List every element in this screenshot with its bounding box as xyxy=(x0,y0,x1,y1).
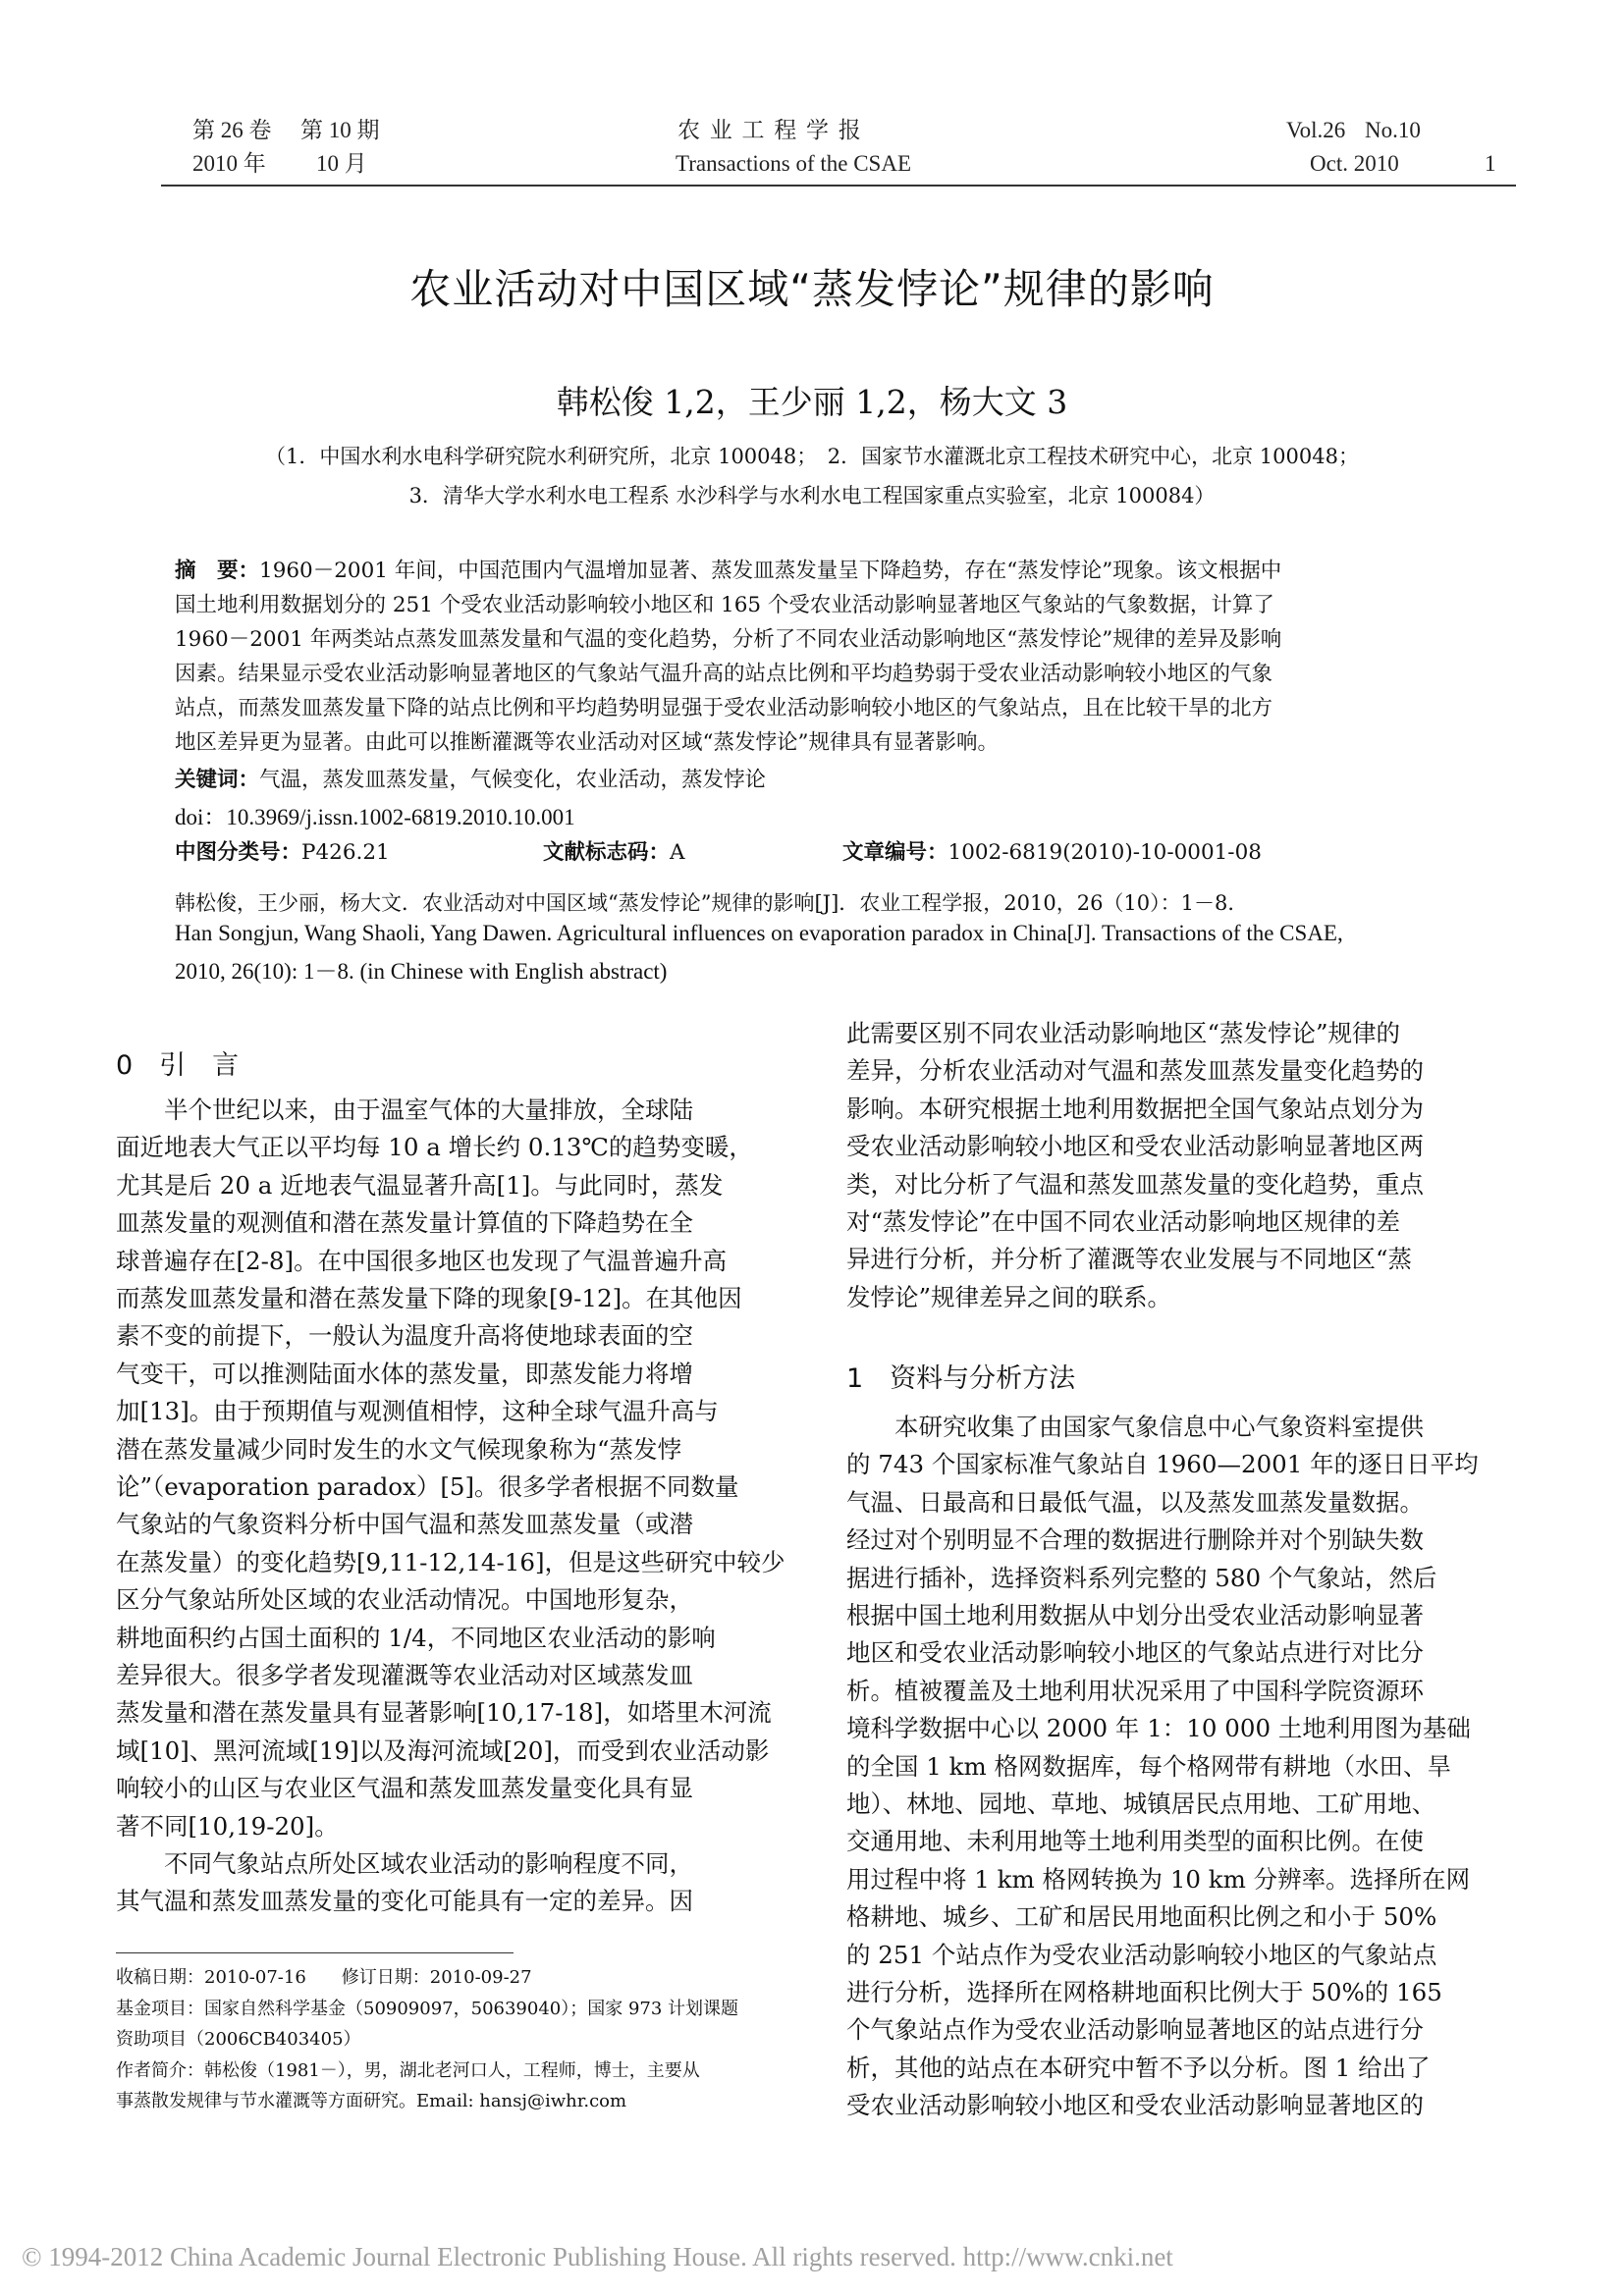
abstract-label: 摘 要： xyxy=(175,559,260,583)
header-year: 2010 年 xyxy=(192,151,266,176)
author-list: 韩松俊 1,2，王少丽 1,2，杨大文 3 xyxy=(556,383,1068,421)
text-line: 基金项目：国家自然科学基金（50909097，50639040）；国家 973 计划课题 xyxy=(116,1998,739,2019)
text-line: 个气象站点作为受农业活动影响显著地区的站点进行分 xyxy=(846,2015,1424,2045)
document-code-value: A xyxy=(670,840,685,865)
text-line: 本研究收集了由国家气象信息中心气象资料室提供 xyxy=(846,1413,1424,1441)
text-line: 不同气象站点所处区域农业活动的影响程度不同， xyxy=(116,1849,693,1878)
text-line: 响较小的山区与农业区气温和蒸发皿蒸发量变化具有显 xyxy=(116,1774,693,1803)
affiliation-line-1: （1．中国水利水电科学研究院水利研究所，北京 100048； 2．国家节水灌溉北京工程技术研究中心，北京 100048； xyxy=(265,445,1359,468)
text-line: 析。植被覆盖及土地利用状况采用了中国科学院资源环 xyxy=(846,1676,1424,1705)
text-line: 而蒸发皿蒸发量和潜在蒸发量下降的现象[9-12]。在其他因 xyxy=(116,1284,742,1312)
text-line: 地区和受农业活动影响较小地区的气象站点进行对比分 xyxy=(846,1638,1424,1668)
text-line: 受农业活动影响较小地区和受农业活动影响显著地区的 xyxy=(846,2091,1424,2120)
text-line: 气温、日最高和日最低气温，以及蒸发皿蒸发量数据。 xyxy=(846,1487,1424,1517)
header-date-en: Oct. 2010 xyxy=(1310,151,1399,176)
text-line: 气象站的气象资料分析中国气温和蒸发皿蒸发量（或潜 xyxy=(116,1510,693,1539)
header-vol-en: Vol.26 No.10 xyxy=(1286,118,1421,142)
text-line: 影响。本研究根据土地利用数据把全国气象站点划分为 xyxy=(846,1094,1424,1123)
abstract-line: 地区差异更为显著。由此可以推断灌溉等农业活动对区域“蒸发悖论”规律具有显著影响。 xyxy=(175,730,999,755)
text-line: 尤其是后 20 a 近地表气温显著升高[1]。与此同时，蒸发 xyxy=(116,1170,724,1200)
doi: doi：10.3969/j.issn.1002-6819.2010.10.001 xyxy=(175,805,575,829)
text-line: 的全国 1 km 格网数据库，每个格网带有耕地（水田、旱 xyxy=(846,1751,1452,1781)
text-line: 在蒸发量）的变化趋势[9,11-12,14-16]，但是这些研究中较少 xyxy=(116,1547,785,1576)
text-line: 资助项目（2006CB403405） xyxy=(116,2029,361,2050)
text-line: 潜在蒸发量减少同时发生的水文气候现象称为“蒸发悖 xyxy=(116,1434,682,1464)
text-line: 境科学数据中心以 2000 年 1：10 000 土地利用图为基础 xyxy=(846,1714,1471,1743)
text-line: 经过对个别明显不合理的数据进行删除并对个别缺失数 xyxy=(846,1525,1424,1555)
article-number xyxy=(842,835,1262,866)
section-heading-introduction: 0 引 言 xyxy=(116,1050,240,1081)
text-line: 差异很大。很多学者发现灌溉等农业活动对区域蒸发皿 xyxy=(116,1661,693,1689)
text-line: 其气温和蒸发皿蒸发量的变化可能具有一定的差异。因 xyxy=(116,1887,693,1916)
abstract-line: 国土地利用数据划分的 251 个受农业活动影响较小地区和 165 个受农业活动影响显著地区气象站的气象数据，计算了 xyxy=(175,593,1274,617)
citation-en-line-1: Han Songjun, Wang Shaoli, Yang Dawen. Agricultural influences on evaporation paradox in China[J]. Transactions of the CSAE, xyxy=(175,921,1343,945)
header-issue: 第 10 期 xyxy=(300,118,380,142)
clc-label: 中图分类号： xyxy=(175,840,302,865)
text-line: 差异，分析农业活动对气温和蒸发皿蒸发量变化趋势的 xyxy=(846,1056,1424,1086)
text-line: 交通用地、未利用地等土地利用类型的面积比例。在使 xyxy=(846,1827,1424,1856)
text-line: 蒸发量和潜在蒸发量具有显著影响[10,17-18]，如塔里木河流 xyxy=(116,1698,772,1728)
text-line: 气变干，可以推测陆面水体的蒸发量，即蒸发能力将增 xyxy=(116,1359,693,1388)
text-line: 耕地面积约占国土面积的 1/4，不同地区农业活动的影响 xyxy=(116,1623,716,1652)
text-line: 的 743 个国家标准气象站自 1960—2001 年的逐日日平均 xyxy=(846,1450,1479,1479)
text-line: 此需要区别不同农业活动影响地区“蒸发悖论”规律的 xyxy=(846,1019,1401,1047)
paper-title: 农业活动对中国区域“蒸发悖论”规律的影响 xyxy=(409,265,1215,313)
text-line: 收稿日期：2010-07-16 修订日期：2010-09-27 xyxy=(116,1967,532,1988)
text-line: 面近地表大气正以平均每 10 a 增长约 0.13℃的趋势变暖， xyxy=(116,1133,753,1162)
text-line: 作者简介：韩松俊（1981－），男，湖北老河口人，工程师，博士，主要从 xyxy=(116,2059,700,2081)
keywords-text: 气温，蒸发皿蒸发量，气候变化，农业活动，蒸发悖论 xyxy=(259,768,767,792)
text-line: 根据中国土地利用数据从中划分出受农业活动影响显著 xyxy=(846,1601,1424,1629)
abstract-line xyxy=(175,554,1281,584)
copyright-notice: © 1994-2012 China Academic Journal Electronic Publishing House. All rights reserved. http://www.cnki.net xyxy=(22,2242,1173,2271)
text-line: 著不同[10,19-20]。 xyxy=(116,1811,339,1841)
text-line: 皿蒸发量的观测值和潜在蒸发量计算值的下降趋势在全 xyxy=(116,1208,693,1238)
citation-en-line-2: 2010, 26(10): 1－8. (in Chinese with English abstract) xyxy=(175,959,668,984)
text-line: 类，对比分析了气温和蒸发皿蒸发量的变化趋势，重点 xyxy=(846,1169,1424,1199)
article-number-label: 文章编号： xyxy=(842,840,948,865)
text-line: 进行分析，选择所在网格耕地面积比例大于 50%的 165 xyxy=(846,1978,1442,2006)
clc-number xyxy=(175,835,390,866)
clc-value: P426.21 xyxy=(301,840,390,865)
header-rule xyxy=(161,185,1516,187)
abstract-line: 因素。结果显示受农业活动影响显著地区的气象站气温升高的站点比例和平均趋势弱于受农业活动影响较小地区的气象 xyxy=(175,662,1273,686)
text-line: 的 251 个站点作为受农业活动影响较小地区的气象站点 xyxy=(846,1940,1437,1969)
text-line: 区分气象站所处区域的农业活动情况。中国地形复杂， xyxy=(116,1585,693,1615)
text-line: 球普遍存在[2-8]。在中国很多地区也发现了气温普遍升高 xyxy=(116,1246,728,1275)
text-line: 事蒸散发规律与节水灌溉等方面研究。Email: hansj@iwhr.com xyxy=(116,2091,627,2111)
citation-cn: 韩松俊，王少丽，杨大文．农业活动对中国区域“蒸发悖论”规律的影响[J]．农业工程学报，2010，26（10）：1－8． xyxy=(175,891,1249,915)
text-line: 加[13]。由于预期值与观测值相悖，这种全球气温升高与 xyxy=(116,1397,719,1426)
abstract-line: 1960－2001 年两类站点蒸发皿蒸发量和气温的变化趋势，分析了不同农业活动影响地区“蒸发悖论”规律的差异及影响 xyxy=(175,627,1282,652)
journal-title-cn: 农 业 工 程 学 报 xyxy=(677,118,863,142)
text-line: 对“蒸发悖论”在中国不同农业活动影响地区规律的差 xyxy=(846,1207,1401,1236)
keywords-label: 关键词： xyxy=(175,768,260,792)
keywords-line xyxy=(175,763,766,793)
abstract-line: 站点，而蒸发皿蒸发量下降的站点比例和平均趋势明显强于受农业活动影响较小地区的气象站点，且在比较干旱的北方 xyxy=(175,696,1273,721)
text-line: 地）、林地、园地、草地、城镇居民点用地、工矿用地、 xyxy=(846,1789,1436,1818)
header-month: 10 月 xyxy=(316,151,367,176)
document-code xyxy=(543,835,685,866)
journal-title-en: Transactions of the CSAE xyxy=(676,151,912,176)
text-line: 异进行分析，并分析了灌溉等农业发展与不同地区“蒸 xyxy=(846,1245,1413,1274)
text-line: 受农业活动影响较小地区和受农业活动影响显著地区两 xyxy=(846,1132,1424,1161)
page-number: 1 xyxy=(1485,151,1496,176)
section-heading-methods: 1 资料与分析方法 xyxy=(846,1363,1076,1394)
text-line: 论”（evaporation paradox）[5]。很多学者根据不同数量 xyxy=(116,1472,739,1501)
text-line: 析，其他的站点在本研究中暂不予以分析。图 1 给出了 xyxy=(846,2053,1431,2082)
footnote-rule xyxy=(116,1952,514,1953)
affiliation-line-2: 3．清华大学水利水电工程系 水沙科学与水利水电工程国家重点实验室，北京 100084） xyxy=(408,484,1216,507)
text-line: 素不变的前提下，一般认为温度升高将使地球表面的空 xyxy=(116,1321,693,1351)
header-volume: 第 26 卷 xyxy=(192,118,272,142)
article-number-value: 1002-6819(2010)-10-0001-08 xyxy=(947,840,1262,865)
text-line: 发悖论”规律差异之间的联系。 xyxy=(846,1282,1172,1311)
text-line: 格耕地、城乡、工矿和居民用地面积比例之和小于 50% xyxy=(846,1902,1437,1932)
text-line: 用过程中将 1 km 格网转换为 10 km 分辨率。选择所在网 xyxy=(846,1864,1471,1894)
document-code-label: 文献标志码： xyxy=(543,840,671,865)
text-line: 半个世纪以来，由于温室气体的大量排放，全球陆 xyxy=(116,1095,693,1124)
text-line: 域[10]、黑河流域[19]以及海河流域[20]，而受到农业活动影 xyxy=(116,1735,770,1765)
text-line: 据进行插补，选择资料系列完整的 580 个气象站，然后 xyxy=(846,1563,1437,1592)
abstract-text: 1960－2001 年间，中国范围内气温增加显著、蒸发皿蒸发量呈下降趋势，存在“蒸发悖论”现象。该文根据中 xyxy=(259,559,1282,583)
